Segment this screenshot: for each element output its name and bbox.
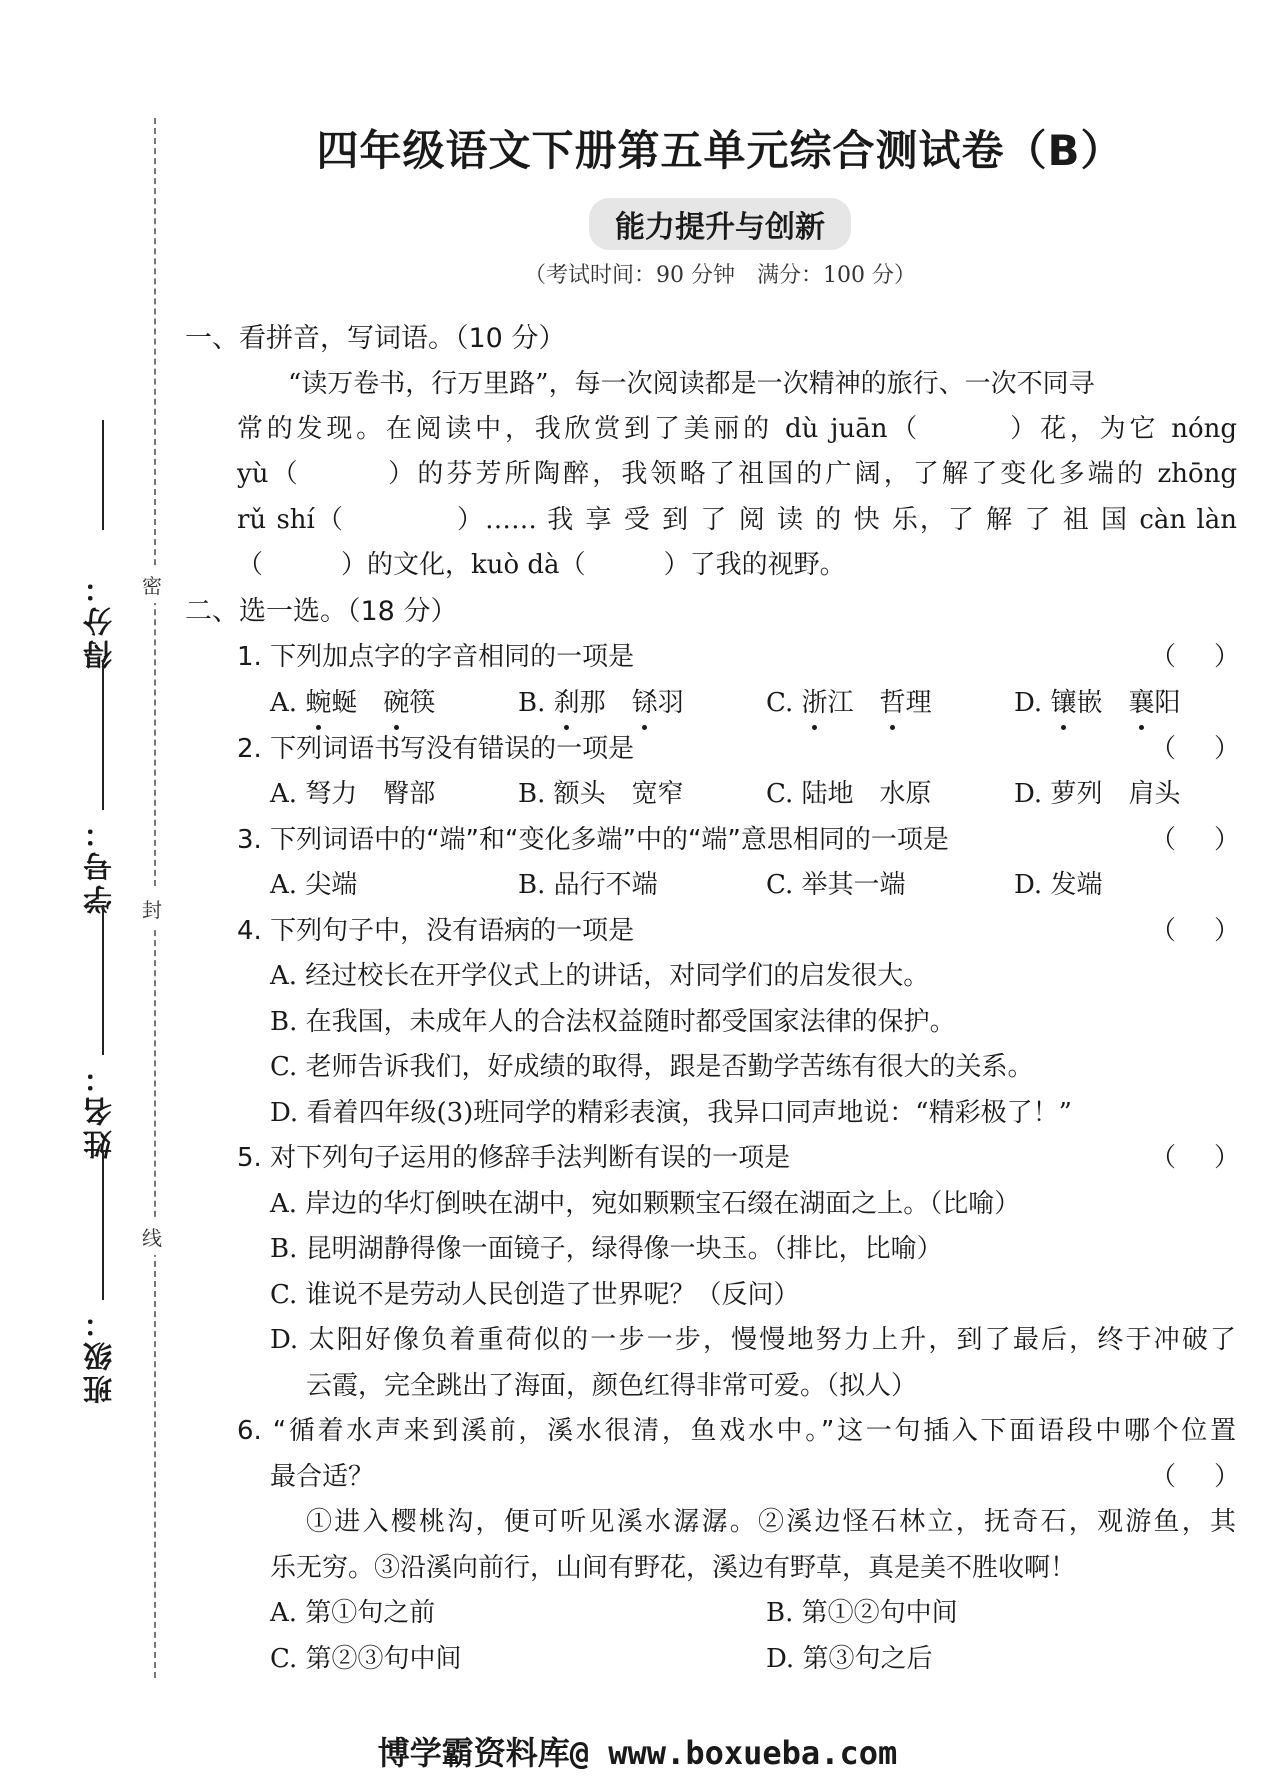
seal-char-xian: 线 (142, 1218, 162, 1255)
q4-option-d: D. 看着四年级(3)班同学的精彩表演，我异口同声地说：“精彩极了！” (270, 1098, 1072, 1128)
q6-answer-paren[interactable]: （ ） (1150, 1462, 1240, 1492)
watermark-text: 博学霸资料库@ www.boxueba.com (377, 1734, 898, 1772)
q4-option-c: C. 老师告诉我们，好成绩的取得，跟是否勤学苦练有很大的关系。 (270, 1052, 1034, 1082)
q6-option-d: D. 第③句之后 (766, 1644, 933, 1674)
q5-option-a: A. 岸边的华灯倒映在湖中，宛如颗颗宝石缀在湖面之上。（比喻） (270, 1189, 1021, 1219)
q5-option-d-cont: 云霞，完全跳出了海面，颜色红得非常可爱。（拟人） (306, 1371, 918, 1401)
q2-answer-paren[interactable]: （ ） (1150, 734, 1240, 764)
q3-option-c: C. 举其一端 (766, 870, 906, 900)
q3-option-d: D. 发端 (1014, 870, 1103, 900)
q1-option-d: D. 镶嵌 襄阳 (1014, 680, 1181, 726)
q1-answer-paren[interactable]: （ ） (1150, 642, 1240, 672)
section2-heading: 二、选一选。（18 分） (185, 596, 458, 627)
q6-option-b: B. 第①②句中间 (766, 1598, 958, 1628)
name-line (102, 905, 104, 1055)
class-line (102, 1150, 104, 1300)
q3-answer-paren[interactable]: （ ） (1150, 825, 1240, 855)
section1-line-3: yù（ ）的芬芳所陶醉，我领略了祖国的广阔，了解了变化多端的 zhōng (237, 459, 1237, 489)
q1-option-a: A. 蜿蜒 碗筷 (270, 680, 435, 726)
q4-option-b: B. 在我国，未成年人的合法权益随时都受国家法律的保护。 (270, 1007, 956, 1037)
q3-stem: 3. 下列词语中的“端”和“变化多端”中的“端”意思相同的一项是 (237, 825, 949, 855)
student-id-label: 学号： (82, 815, 116, 914)
q2-stem: 2. 下列词语书写没有错误的一项是 (237, 734, 635, 764)
q6-option-a: A. 第①句之前 (270, 1598, 436, 1628)
exam-info: （考试时间：90 分钟 满分：100 分） (524, 263, 916, 288)
q6-passage-line-1: ①进入樱桃沟，便可听见溪水潺潺。②溪边怪石林立，抚奇石，观游鱼，其 (306, 1507, 1236, 1537)
seal-char-feng: 封 (142, 890, 162, 927)
q1-stem: 1. 下列加点字的字音相同的一项是 (237, 642, 635, 672)
q3-option-a: A. 尖端 (270, 870, 358, 900)
q4-answer-paren[interactable]: （ ） (1150, 916, 1240, 946)
section1-heading: 一、看拼音，写词语。（10 分） (185, 323, 566, 354)
section1-line-5: （ ）的文化，kuò dà（ ）了我的视野。 (237, 550, 846, 580)
q6-passage-line-2: 乐无穷。③沿溪向前行，山间有野花，溪边有野草，真是美不胜收啊！ (270, 1553, 1077, 1583)
q2-option-a: A. 弩力 臀部 (270, 779, 436, 809)
section1-line-4: rǔ shí（ ）…… 我 享 受 到 了 阅 读 的 快 乐，了 解 了 祖 国 càn làn (237, 505, 1237, 535)
q5-option-d: D. 太阳好像负着重荷似的一步一步，慢慢地努力上升，到了最后，终于冲破了 (270, 1325, 1236, 1355)
q5-option-c: C. 谁说不是劳动人民创造了世界呢？（反问） (270, 1280, 800, 1310)
seal-char-mi: 密 (142, 566, 162, 603)
q4-stem: 4. 下列句子中，没有语病的一项是 (237, 916, 635, 946)
page-subtitle: 能力提升与创新 (589, 198, 851, 250)
name-label: 姓名： (82, 1060, 116, 1159)
class-label: 班级： (82, 1305, 116, 1404)
score-label: 得分： (82, 570, 116, 669)
q1-option-c: C. 浙江 哲理 (766, 680, 932, 726)
q4-option-a: A. 经过校长在开学仪式上的讲话，对同学们的启发很大。 (270, 961, 930, 991)
q6-stem-line-2: 最合适？ (270, 1462, 375, 1492)
q2-option-b: B. 额头 宽窄 (518, 779, 684, 809)
q6-option-c: C. 第②③句中间 (270, 1644, 462, 1674)
page-title: 四年级语文下册第五单元综合测试卷（B） (316, 126, 1124, 175)
q1-option-b: B. 刹那 铩羽 (518, 680, 684, 726)
section1-line-1: “读万卷书，行万里路”，每一次阅读都是一次精神的旅行、一次不同寻 (288, 369, 1095, 399)
q5-answer-paren[interactable]: （ ） (1150, 1143, 1240, 1173)
student-id-line (102, 660, 104, 810)
q2-option-c: C. 陆地 水原 (766, 779, 932, 809)
q5-option-b: B. 昆明湖静得像一面镜子，绿得像一块玉。（排比，比喻） (270, 1234, 943, 1264)
score-line (102, 420, 104, 530)
q6-stem-line-1: 6. “循着水声来到溪前，溪水很清，鱼戏水中。”这一句插入下面语段中哪个位置 (237, 1416, 1236, 1446)
q3-option-b: B. 品行不端 (518, 870, 658, 900)
q5-stem: 5. 对下列句子运用的修辞手法判断有误的一项是 (237, 1143, 791, 1173)
section1-line-2: 常的发现。在阅读中，我欣赏到了美丽的 dù juān（ ）花，为它 nóng (237, 414, 1237, 444)
q2-option-d: D. 萝列 肩头 (1014, 779, 1181, 809)
